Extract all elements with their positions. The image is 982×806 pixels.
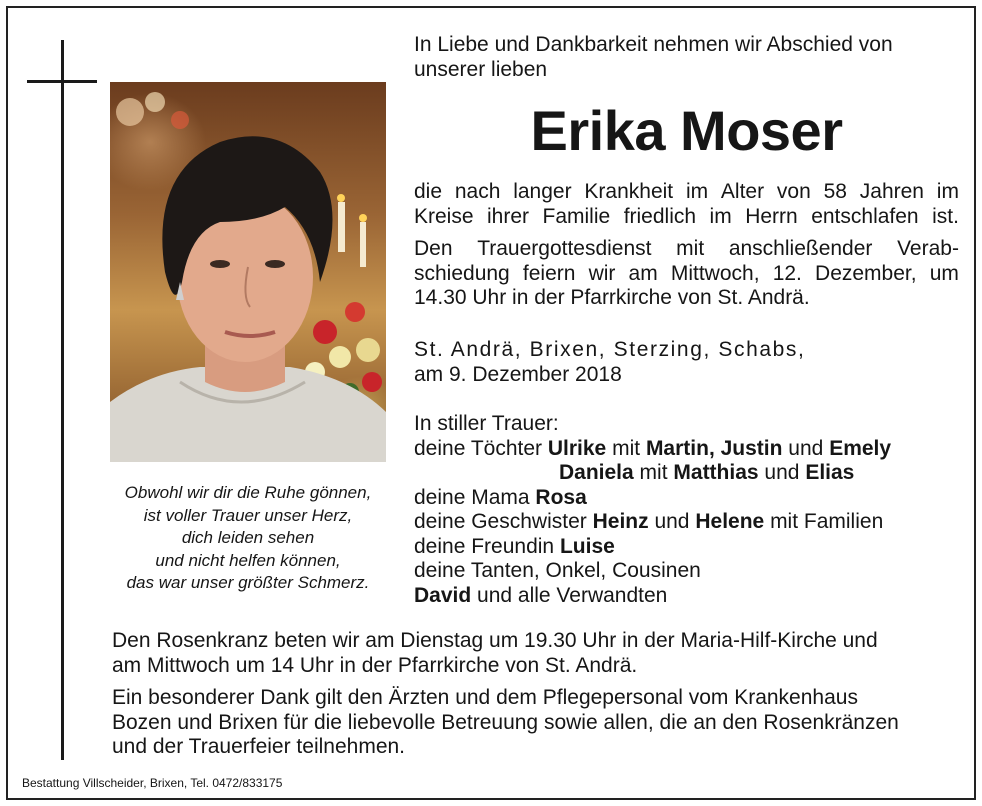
intro-line-2: unserer lieben — [414, 58, 548, 81]
cross-icon-vertical — [61, 40, 64, 760]
mourner-name: Helene — [695, 510, 765, 533]
connector: und — [788, 436, 824, 460]
mourner-row: deine Tanten, Onkel, Cousinen — [414, 559, 701, 582]
word: von — [776, 180, 811, 203]
justified-line — [414, 262, 959, 287]
poem-line: dich leiden sehen — [181, 528, 315, 547]
deceased-name: Erika Moser — [530, 99, 843, 162]
mourner-row — [414, 461, 891, 486]
text-line: Bozen und Brixen für die liebevolle Betreuung sowie allen, die an den Rosenkränzen — [112, 710, 899, 734]
poem-line: und nicht helfen können, — [155, 550, 341, 570]
notice-date: am 9. Dezember 2018 — [414, 363, 622, 386]
mourner-name: Daniela — [559, 461, 634, 484]
memorial-poem — [108, 482, 388, 595]
connector: und alle Verwandten — [477, 583, 668, 607]
word: im — [685, 180, 709, 203]
word: im — [936, 180, 959, 203]
connector: mit Familien — [770, 510, 884, 533]
mourner-row — [414, 437, 891, 462]
last-line — [414, 286, 959, 311]
mourner-name: Luise — [559, 534, 615, 558]
place-and-date — [414, 337, 805, 387]
mourner-name: David — [414, 583, 472, 607]
intro-text — [414, 32, 964, 82]
mourner-row — [414, 486, 891, 511]
connector: mit — [639, 461, 668, 484]
text-line: Ein besonderer Dank gilt den Ärzten und dem Pflegepersonal vom Krankenhaus — [112, 686, 858, 709]
word: Jahren — [859, 180, 924, 203]
word: Familie — [542, 204, 611, 228]
word: nach — [454, 180, 501, 203]
word: um — [929, 261, 959, 285]
word: Krankheit — [584, 180, 674, 203]
cross-icon-horizontal — [27, 80, 97, 83]
rosary-notice — [112, 629, 957, 678]
word: wir — [588, 261, 616, 285]
portrait-photo — [110, 82, 386, 462]
towns: St. Andrä, Brixen, Sterzing, Schabs, — [414, 338, 806, 361]
justified-line — [414, 205, 959, 230]
mourner-name: Martin, Justin — [645, 436, 783, 460]
word: Alter — [720, 180, 765, 203]
thanks-notice — [112, 686, 957, 760]
word: Herrn — [745, 204, 798, 228]
connector: und — [654, 510, 690, 533]
word: die — [414, 180, 443, 203]
word: Trauergottesdienst — [477, 237, 652, 260]
justified-line — [414, 180, 959, 205]
word: Kreise — [414, 204, 474, 228]
word: im — [709, 204, 732, 228]
death-notice — [414, 180, 959, 229]
justified-line — [414, 237, 959, 262]
funeral-home-footer: Bestattung Villscheider, Brixen, Tel. 0472/833175 — [22, 776, 283, 790]
mourner-row — [414, 535, 891, 560]
word: langer — [513, 180, 572, 203]
word: 58 — [823, 180, 847, 203]
connector: und — [764, 461, 800, 484]
word: 14.30 Uhr in der Pfarrkirche von St. Andrä. — [414, 286, 810, 309]
relation-label: deine Geschwister — [414, 510, 587, 533]
poem-line: ist voller Trauer unser Herz, — [143, 505, 353, 525]
mourners-list — [414, 412, 891, 608]
relation-label: deine Töchter — [414, 436, 543, 460]
word: friedlich — [623, 204, 697, 228]
text-line: Den Rosenkranz beten wir am Dienstag um 19.30 Uhr in der Maria-Hilf-Kirche und — [112, 629, 878, 652]
word: mit — [676, 237, 705, 260]
poem-line: das war unser größter Schmerz. — [126, 573, 370, 592]
word: schiedung — [414, 261, 510, 285]
mourner-name: Ulrike — [547, 436, 607, 460]
mourners-heading: In stiller Trauer: — [414, 412, 559, 435]
text-line: und der Trauerfeier teilnehmen. — [112, 735, 406, 758]
mourner-name: Elias — [805, 461, 855, 484]
word: ist. — [932, 204, 959, 228]
word: anschließender — [728, 237, 873, 260]
poem-line: Obwohl wir dir die Ruhe gönnen, — [124, 483, 372, 502]
word: ihrer — [487, 204, 530, 228]
mourner-name: Emely — [829, 436, 892, 460]
word: am — [628, 261, 658, 285]
service-notice — [414, 237, 959, 311]
word: Den — [414, 237, 453, 260]
mourner-name: Matthias — [673, 461, 759, 484]
text-line: am Mittwoch um 14 Uhr in der Pfarrkirche von St. Andrä. — [112, 653, 638, 677]
relation-label: deine Mama — [414, 485, 530, 509]
mourner-name: Heinz — [592, 510, 649, 533]
intro-line-1: In Liebe und Dankbarkeit nehmen wir Abschied von — [414, 33, 893, 56]
mourner-name: Rosa — [535, 485, 587, 509]
word: Mittwoch, — [670, 261, 760, 285]
word: Dezember, — [815, 261, 917, 285]
relation-label: deine Freundin — [414, 534, 555, 558]
word: feiern — [522, 261, 576, 285]
word: entschlafen — [811, 204, 919, 228]
word: 12. — [772, 261, 802, 285]
word: Verab- — [897, 237, 959, 260]
connector: mit — [612, 436, 641, 460]
mourner-row — [414, 584, 891, 609]
mourner-row — [414, 510, 891, 535]
